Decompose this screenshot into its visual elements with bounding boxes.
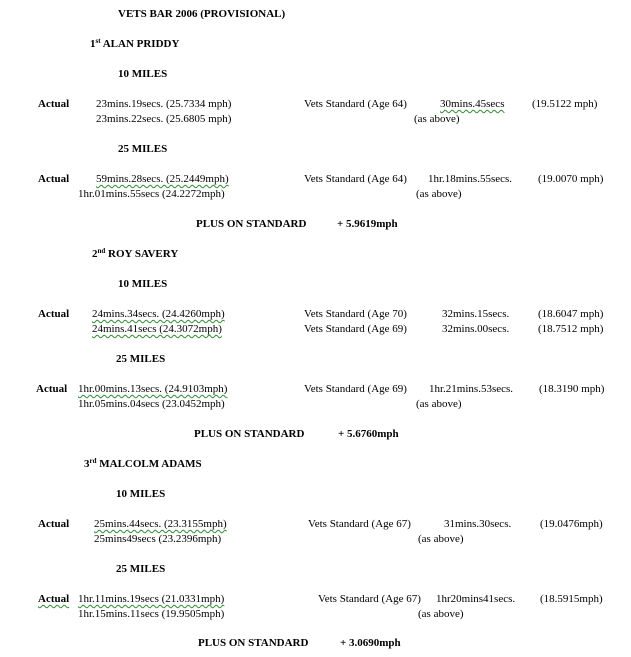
vets-standard-label: Vets Standard (Age 70) [304, 308, 407, 320]
plus-on-standard-label: PLUS ON STANDARD [196, 218, 307, 230]
as-above-note: (as above) [418, 608, 464, 620]
actual-time: 25mins49secs (23.2396mph) [94, 533, 222, 545]
rider-name: MALCOLM ADAMS [99, 458, 202, 470]
actual-time: 23mins.22secs. (25.6805 mph) [96, 113, 232, 125]
as-above-note: (as above) [416, 398, 462, 410]
actual-label: Actual [38, 173, 70, 185]
plus-on-standard-value: + 5.9619mph [337, 218, 398, 230]
actual-time: 1hr.00mins.13secs. (24.9103mph) [78, 383, 228, 395]
standard-mph: (18.3190 mph) [539, 383, 605, 395]
place-number: 3 [84, 458, 90, 470]
rider-heading [92, 248, 178, 261]
actual-label: Actual [38, 593, 70, 605]
plus-on-standard-value: + 3.0690mph [340, 637, 401, 649]
actual-time: 59mins.28secs. (25.2449mph) [96, 173, 229, 185]
rider-heading [90, 38, 179, 51]
vets-standard-label: Vets Standard (Age 69) [304, 383, 407, 395]
distance-heading: 10 MILES [118, 68, 168, 80]
standard-time: 1hr20mins41secs. [436, 593, 516, 605]
actual-time: 24mins.34secs. (24.4260mph) [92, 308, 225, 320]
vets-standard-label: Vets Standard (Age 69) [304, 323, 407, 335]
actual-time: 1hr.05mins.04secs (23.0452mph) [78, 398, 225, 410]
as-above-note: (as above) [416, 188, 462, 200]
plus-on-standard-value: + 5.6760mph [338, 428, 399, 440]
standard-time: 1hr.21mins.53secs. [429, 383, 514, 395]
standard-time: 1hr.18mins.55secs. [428, 173, 513, 185]
standard-mph: (18.5915mph) [540, 593, 603, 605]
vets-standard-label: Vets Standard (Age 64) [304, 98, 407, 110]
vets-standard-label: Vets Standard (Age 67) [308, 518, 411, 530]
distance-heading: 10 MILES [116, 488, 166, 500]
standard-time: 30mins.45secs [440, 98, 505, 110]
standard-time: 31mins.30secs. [444, 518, 512, 530]
actual-label: Actual [38, 98, 70, 110]
rider-name: ALAN PRIDDY [102, 38, 180, 50]
as-above-note: (as above) [418, 533, 464, 545]
actual-time: 23mins.19secs. (25.7334 mph) [96, 98, 232, 110]
place-suffix: nd [97, 247, 106, 255]
standard-time: 32mins.15secs. [442, 308, 510, 320]
standard-mph: (18.6047 mph) [538, 308, 604, 320]
actual-label: Actual [38, 518, 70, 530]
actual-label: Actual [38, 308, 70, 320]
distance-heading: 25 MILES [116, 563, 166, 575]
document-title: VETS BAR 2006 (PROVISIONAL) [118, 8, 286, 20]
rider-name: ROY SAVERY [108, 248, 179, 260]
actual-label: Actual [36, 383, 68, 395]
standard-time: 32mins.00secs. [442, 323, 510, 335]
distance-heading: 25 MILES [118, 143, 168, 155]
standard-mph: (18.7512 mph) [538, 323, 604, 335]
standard-mph: (19.0476mph) [540, 518, 603, 530]
actual-time: 24mins.41secs (24.3072mph) [92, 323, 222, 335]
actual-time: 1hr.01mins.55secs (24.2272mph) [78, 188, 225, 200]
distance-heading: 10 MILES [118, 278, 168, 290]
plus-on-standard-label: PLUS ON STANDARD [194, 428, 305, 440]
rider-heading [84, 458, 202, 471]
standard-mph: (19.0070 mph) [538, 173, 604, 185]
distance-heading: 25 MILES [116, 353, 166, 365]
actual-time: 25mins.44secs. (23.3155mph) [94, 518, 227, 530]
as-above-note: (as above) [414, 113, 460, 125]
place-suffix: rd [89, 457, 97, 465]
place-number: 1 [90, 38, 96, 50]
actual-time: 1hr.11mins.19secs (21.0331mph) [78, 593, 225, 605]
place-number: 2 [92, 248, 98, 260]
vets-standard-label: Vets Standard (Age 67) [318, 593, 421, 605]
plus-on-standard-label: PLUS ON STANDARD [198, 637, 309, 649]
vets-standard-label: Vets Standard (Age 64) [304, 173, 407, 185]
actual-time: 1hr.15mins.11secs (19.9505mph) [78, 608, 225, 620]
standard-mph: (19.5122 mph) [532, 98, 598, 110]
place-suffix: st [95, 37, 101, 45]
